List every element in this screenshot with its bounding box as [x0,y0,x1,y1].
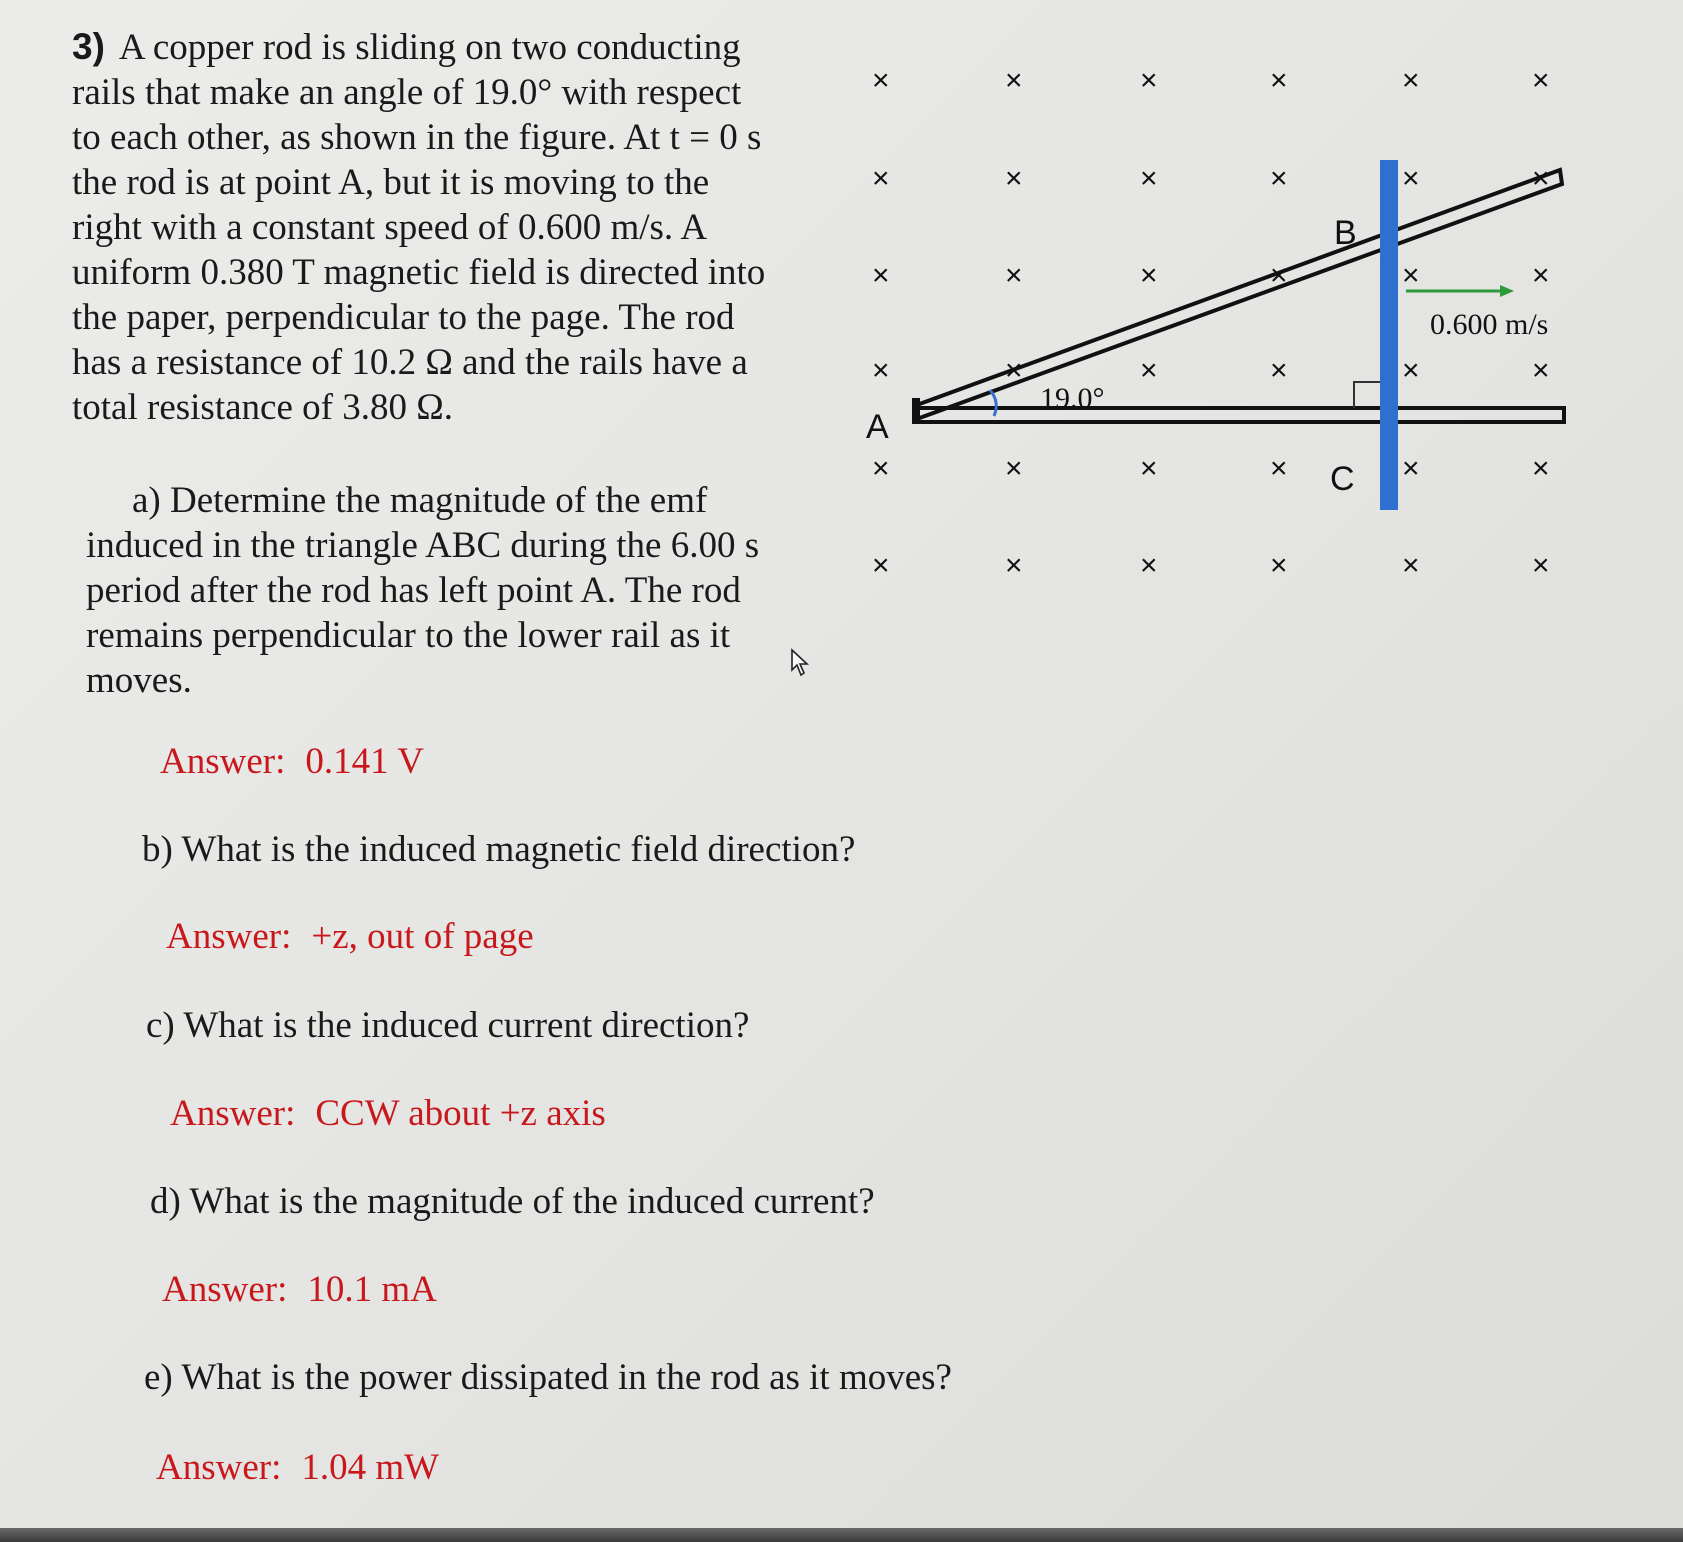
upper-rail [914,170,1562,420]
rail-junction [912,398,920,422]
part-b-answer [166,915,534,958]
velocity-arrowhead [1500,285,1514,297]
mouse-pointer-icon [790,648,812,678]
answer-value: 1.04 mW [301,1447,440,1488]
field-x-mark: × [1140,259,1158,292]
part-a-answer [160,740,424,783]
field-x-mark: × [1140,64,1158,97]
field-x-mark: × [1532,452,1550,485]
field-x-mark: × [1270,549,1288,582]
field-x-mark: × [872,354,890,387]
field-x-mark: × [1532,354,1550,387]
field-x-mark: × [1402,354,1420,387]
field-x-mark: × [1140,452,1158,485]
part-e-answer [156,1446,439,1489]
part-c-question: c) What is the induced current direction? [146,1005,750,1046]
field-x-mark: × [1005,259,1023,292]
field-x-mark: × [872,64,890,97]
part-d-answer [162,1268,437,1311]
field-x-mark: × [872,162,890,195]
field-x-mark: × [1005,354,1023,387]
answer-label: Answer: [156,1447,282,1488]
point-a-label: A [866,408,889,446]
field-x-mark: × [1270,162,1288,195]
rod-rail-diagram [850,20,1650,620]
answer-value: 0.141 V [305,741,424,782]
problem-number: 3) [72,26,105,67]
answer-label: Answer: [162,1269,288,1310]
field-x-mark: × [1532,259,1550,292]
field-x-mark: × [1402,452,1420,485]
problem-line-7: the paper, perpendicular to the page. The rod [72,297,735,338]
part-c-answer [170,1092,606,1135]
field-x-mark: × [1140,354,1158,387]
problem-line-1: 3) A copper rod is sliding on two conducting [72,26,741,68]
part-a-line-2: induced in the triangle ABC during the 6.00 s [86,525,760,566]
field-x-mark: × [1270,452,1288,485]
field-x-mark: × [1140,162,1158,195]
field-x-mark: × [1532,549,1550,582]
problem-line-8: has a resistance of 10.2 Ω and the rails have a [72,342,748,383]
answer-label: Answer: [170,1093,296,1134]
problem-line-9: total resistance of 3.80 Ω. [72,387,453,428]
field-x-mark: × [1532,162,1550,195]
problem-line-5: right with a constant speed of 0.600 m/s. A [72,207,708,248]
field-x-mark: × [1005,162,1023,195]
field-x-mark: × [872,452,890,485]
field-x-mark: × [1402,162,1420,195]
field-x-mark: × [1140,549,1158,582]
point-b-label: B [1334,214,1357,252]
answer-label: Answer: [166,916,292,957]
field-x-mark: × [1402,549,1420,582]
part-d-question: d) What is the magnitude of the induced current? [150,1181,875,1222]
part-a-line-3: period after the rod has left point A. The rod [86,570,741,611]
field-x-mark: × [1005,549,1023,582]
field-x-mark: × [1270,354,1288,387]
answer-label: Answer: [160,741,286,782]
problem-line-6: uniform 0.380 T magnetic field is directed into [72,252,766,293]
problem-line-3: to each other, as shown in the figure. At t = 0 s [72,117,762,158]
field-x-mark: × [1005,64,1023,97]
right-angle-marker [1354,382,1382,408]
lower-rail [914,408,1564,422]
screen-bezel-edge [0,1528,1683,1542]
field-x-mark: × [1005,452,1023,485]
field-x-mark: × [1270,259,1288,292]
part-a-line-5: moves. [86,660,192,701]
field-x-mark: × [1532,64,1550,97]
point-c-label: C [1330,460,1355,498]
problem-line-4: the rod is at point A, but it is moving to the [72,162,710,203]
copper-rod [1380,160,1398,510]
answer-value: CCW about +z axis [315,1093,606,1134]
speed-label: 0.600 m/s [1430,308,1549,341]
field-x-mark: × [872,259,890,292]
part-b-question: b) What is the induced magnetic field direction? [142,829,856,870]
field-x-mark: × [1270,64,1288,97]
field-x-mark: × [1402,259,1420,292]
angle-label: 19.0° [1040,382,1105,415]
part-a-question [86,478,846,703]
part-a-line-4: remains perpendicular to the lower rail as it [86,615,731,656]
problem-statement [72,24,832,430]
problem-line-2: rails that make an angle of 19.0° with respect [72,72,742,113]
part-a-line-1: a) Determine the magnitude of the emf [132,480,708,521]
part-e-question: e) What is the power dissipated in the rod as it moves? [144,1357,952,1398]
answer-value: 10.1 mA [307,1269,437,1310]
answer-value: +z, out of page [311,916,534,957]
field-x-mark: × [1402,64,1420,97]
field-x-mark: × [872,549,890,582]
